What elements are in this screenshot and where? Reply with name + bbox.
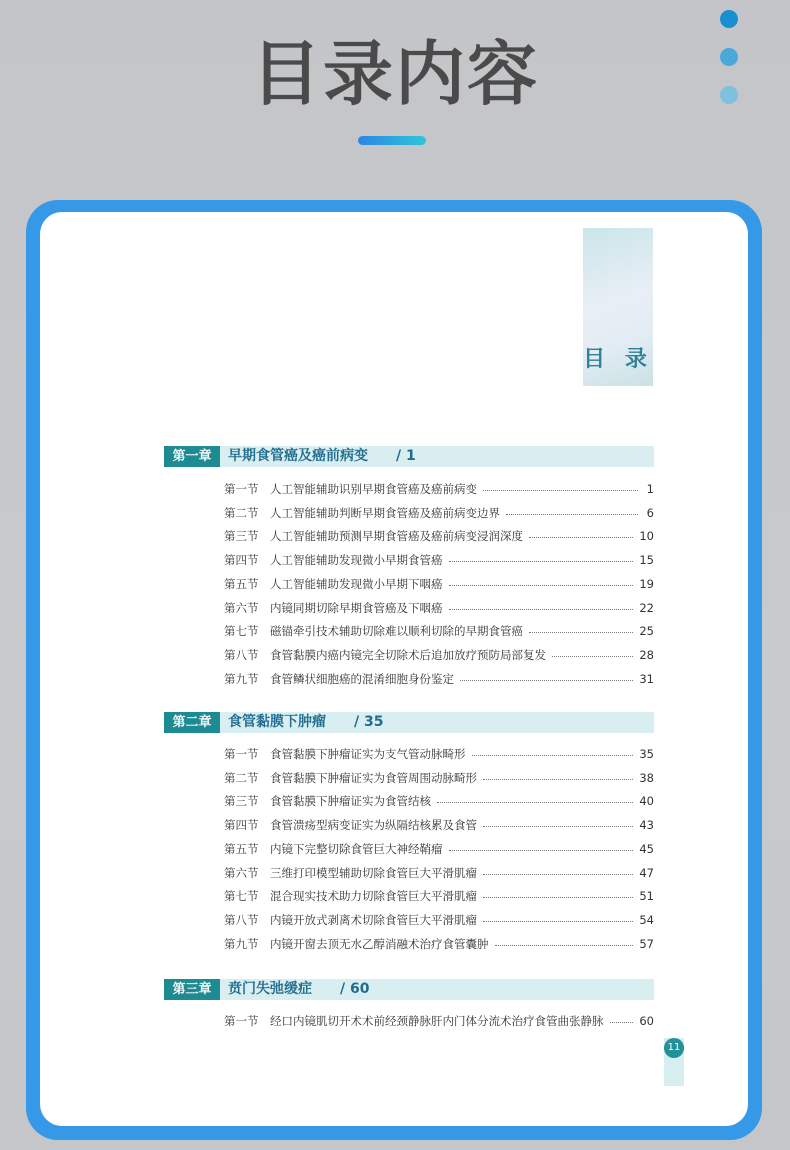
- toc-entry[interactable]: [224, 1012, 654, 1030]
- toc-entry[interactable]: [224, 575, 654, 593]
- section-number: 第八节: [224, 912, 259, 927]
- dot-leader: [483, 778, 633, 780]
- section-number: 第五节: [224, 841, 259, 856]
- section-number: 第四节: [224, 818, 259, 833]
- page-number: 11: [664, 1038, 684, 1058]
- section-title: 食管黏膜内癌内镜完全切除术后追加放疗预防局部复发: [270, 647, 546, 662]
- section-title: 内镜下完整切除食管巨大神经鞘瘤: [270, 841, 443, 856]
- section-title: 内镜开放式剥离术切除食管巨大平滑肌瘤: [270, 912, 477, 927]
- section-number: 第七节: [224, 889, 259, 904]
- toc-entry[interactable]: [224, 887, 654, 905]
- dot-leader: [483, 873, 633, 875]
- chapter-title: 贲门失弛缓症: [228, 981, 312, 997]
- section-number: 第九节: [224, 936, 259, 951]
- toc-entry[interactable]: [224, 551, 654, 569]
- chapter-title: 食管黏膜下肿瘤: [228, 714, 326, 730]
- section-page: 25: [639, 624, 654, 639]
- chapter-header[interactable]: [164, 979, 654, 1000]
- chapter-page: / 60: [340, 981, 370, 997]
- toc-entry[interactable]: [224, 622, 654, 640]
- dot-leader: [610, 1021, 634, 1023]
- dot-leader: [437, 801, 633, 803]
- chapter-header[interactable]: [164, 446, 654, 467]
- section-title: 人工智能辅助判断早期食管癌及癌前病变边界: [270, 505, 500, 520]
- dot-leader: [449, 560, 634, 562]
- toc-entry[interactable]: [224, 670, 654, 688]
- section-title: 内镜开窗去顶无水乙醇消融术治疗食管囊肿: [270, 936, 489, 951]
- section-title: 三维打印模型辅助切除食管巨大平滑肌瘤: [270, 865, 477, 880]
- section-number: 第五节: [224, 576, 259, 591]
- section-title: 食管黏膜下肿瘤证实为支气管动脉畸形: [270, 747, 466, 761]
- section-page: 51: [639, 889, 654, 904]
- section-page: 31: [639, 671, 654, 686]
- dot-leader: [483, 920, 633, 922]
- section-title: 人工智能辅助发现微小早期食管癌: [270, 553, 443, 568]
- chapter-number: 第一章: [164, 446, 220, 467]
- section-number: 第一节: [224, 747, 259, 761]
- section-page: 6: [646, 505, 654, 520]
- toc-entry[interactable]: [224, 864, 654, 882]
- section-page: 19: [639, 576, 654, 591]
- section-number: 第四节: [224, 553, 259, 568]
- section-title: 食管溃疡型病变证实为纵隔结核累及食管: [270, 818, 477, 833]
- toc-banner: [583, 228, 653, 386]
- book-page: [40, 212, 748, 1126]
- section-page: 45: [639, 841, 654, 856]
- dot-leader: [483, 489, 638, 491]
- section-page: 43: [639, 818, 654, 833]
- dot-icon: [720, 10, 738, 28]
- section-number: 第二节: [224, 770, 259, 785]
- page-number-badge: [664, 1038, 684, 1086]
- section-title: 磁锚牵引技术辅助切除难以顺利切除的早期食管癌: [270, 624, 523, 639]
- section-page: 10: [639, 529, 654, 544]
- section-title: 食管鳞状细胞癌的混淆细胞身份鉴定: [270, 671, 454, 686]
- book-page-frame: [26, 200, 762, 1140]
- toc-entry[interactable]: [224, 935, 654, 953]
- chapter-page: / 1: [396, 448, 416, 464]
- toc-entry[interactable]: [224, 646, 654, 664]
- dot-icon: [720, 48, 738, 66]
- section-page: 15: [639, 553, 654, 568]
- dot-leader: [529, 536, 633, 538]
- section-number: 第六节: [224, 865, 259, 880]
- section-page: 28: [639, 647, 654, 662]
- section-title: 人工智能辅助预测早期食管癌及癌前病变浸润深度: [270, 529, 523, 544]
- section-number: 第八节: [224, 647, 259, 662]
- dot-leader: [460, 679, 633, 681]
- dot-leader: [483, 825, 633, 827]
- dot-leader: [449, 584, 634, 586]
- section-title: 内镜同期切除早期食管癌及下咽癌: [270, 600, 443, 615]
- toc-entry[interactable]: [224, 816, 654, 834]
- dot-leader: [506, 513, 638, 515]
- toc-entry[interactable]: [224, 792, 654, 810]
- section-title: 人工智能辅助识别早期食管癌及癌前病变: [270, 482, 477, 496]
- chapter-title: 早期食管癌及癌前病变: [228, 448, 368, 464]
- section-number: 第三节: [224, 529, 259, 544]
- dot-leader: [495, 944, 634, 946]
- toc-entry[interactable]: [224, 840, 654, 858]
- heading-underline: [358, 136, 426, 145]
- chapter-number: 第三章: [164, 979, 220, 1000]
- decorative-dots: [720, 10, 738, 124]
- page-heading: 目录内容: [251, 33, 539, 115]
- chapter-header[interactable]: [164, 712, 654, 733]
- section-title: 混合现实技术助力切除食管巨大平滑肌瘤: [270, 889, 477, 904]
- dot-leader: [483, 896, 633, 898]
- toc-entry[interactable]: [224, 911, 654, 929]
- dot-leader: [472, 754, 634, 756]
- section-number: 第一节: [224, 1014, 259, 1028]
- toc-entry[interactable]: [224, 599, 654, 617]
- dot-leader: [529, 631, 633, 633]
- section-number: 第九节: [224, 671, 259, 686]
- dot-icon: [720, 86, 738, 104]
- dot-leader: [449, 849, 634, 851]
- section-number: 第二节: [224, 505, 259, 520]
- section-title: 人工智能辅助发现微小早期下咽癌: [270, 576, 443, 591]
- section-page: 22: [639, 600, 654, 615]
- section-number: 第六节: [224, 600, 259, 615]
- section-page: 35: [639, 747, 654, 761]
- toc-entry[interactable]: [224, 769, 654, 787]
- section-page: 1: [646, 482, 654, 496]
- toc-entry[interactable]: [224, 527, 654, 545]
- section-number: 第一节: [224, 482, 259, 496]
- section-title: 食管黏膜下肿瘤证实为食管结核: [270, 794, 431, 809]
- dot-leader: [449, 608, 634, 610]
- toc-label: 目 录: [583, 347, 653, 372]
- toc-entry[interactable]: [224, 745, 654, 763]
- chapter-page: / 35: [354, 714, 384, 730]
- toc-entry[interactable]: [224, 480, 654, 498]
- section-page: 54: [639, 912, 654, 927]
- section-page: 38: [639, 770, 654, 785]
- dot-leader: [552, 655, 633, 657]
- section-page: 60: [639, 1014, 654, 1028]
- section-page: 57: [639, 936, 654, 951]
- section-number: 第三节: [224, 794, 259, 809]
- section-page: 47: [639, 865, 654, 880]
- section-number: 第七节: [224, 624, 259, 639]
- section-page: 40: [639, 794, 654, 809]
- section-title: 经口内镜肌切开术术前经颈静脉肝内门体分流术治疗食管曲张静脉: [270, 1014, 604, 1028]
- section-title: 食管黏膜下肿瘤证实为食管周围动脉畸形: [270, 770, 477, 785]
- toc-entry[interactable]: [224, 504, 654, 522]
- chapter-number: 第二章: [164, 712, 220, 733]
